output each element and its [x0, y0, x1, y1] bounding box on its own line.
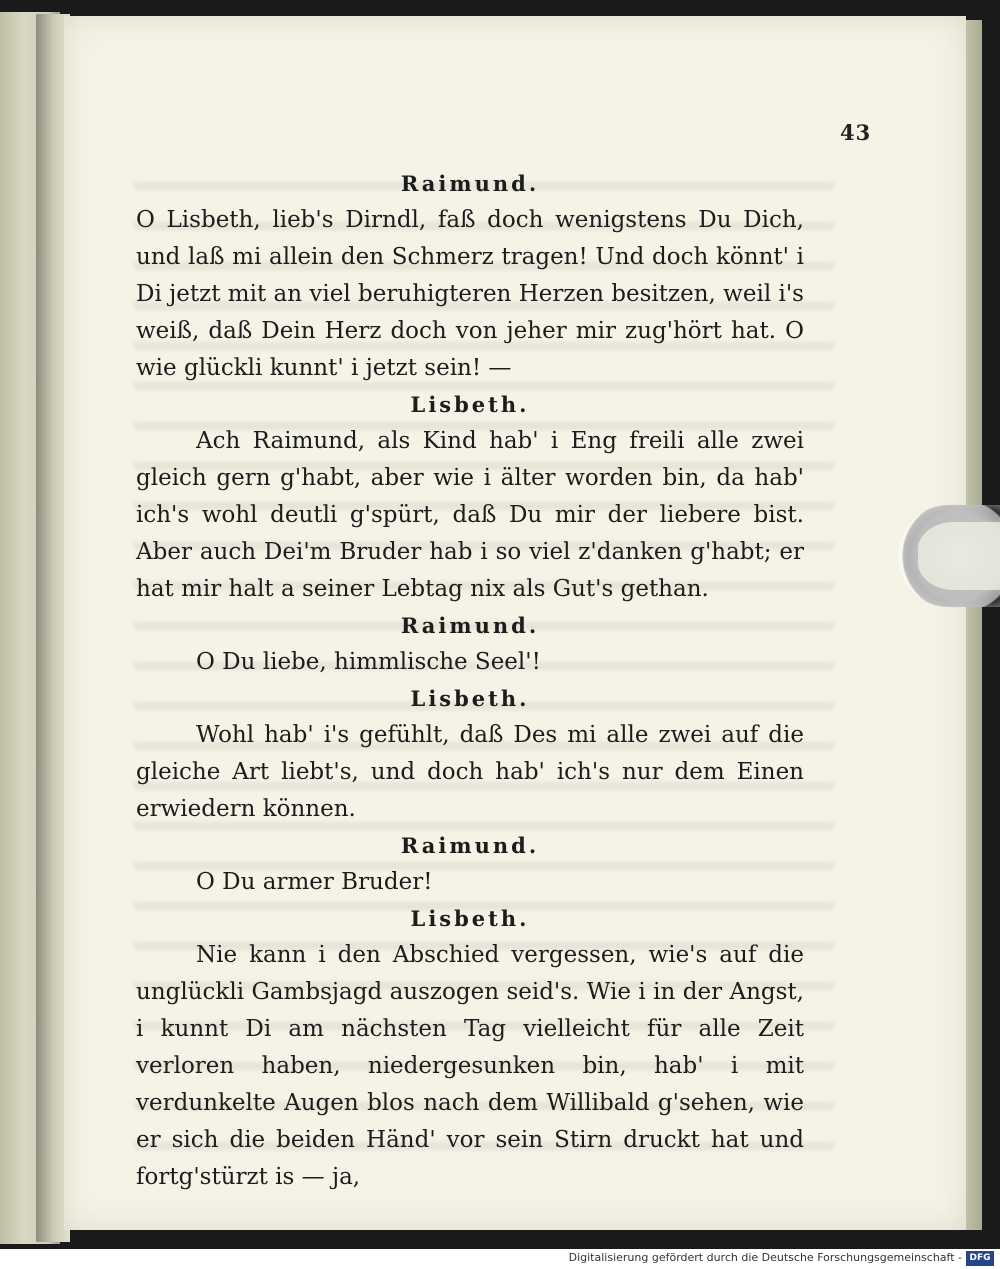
speaker-name: Lisbeth.	[410, 392, 530, 417]
speaker-name: Raimund.	[400, 171, 540, 196]
dialogue-paragraph: O Lisbeth, lieb's Dirndl, faß doch wenigstens Du Dich, und laß mi allein den Schmerz tragen! Und doch könnt' i Di jetzt mit an viel beruhigteren Herzen besitzen, weil i's weiß, daß Dein Herz doch von jeher mir zug'hört hat. O wie glückli kunnt' i jetzt sein! —	[136, 207, 804, 381]
speaker-name: Raimund.	[400, 833, 540, 858]
speaker-name: Lisbeth.	[410, 686, 530, 711]
book-page	[64, 16, 966, 1230]
speaker-name: Lisbeth.	[410, 906, 530, 931]
page-number: 43	[840, 120, 872, 145]
dfg-logo: DFG	[966, 1251, 994, 1266]
dialogue-paragraph: O Du armer Bruder!	[196, 869, 433, 895]
footer-credit: Digitalisierung gefördert durch die Deutsche Forschungsgemeinschaft -	[568, 1251, 962, 1264]
dialogue-paragraph: Nie kann i den Abschied vergessen, wie's auf die unglückli Gambsjagd auszogen seid's. Wie i in der Angst, i kunnt Di am nächsten Tag vielleicht für alle Zeit verloren haben, niedergesunken bin, hab' i mit verdunkelte Augen blos nach dem Willibald g'sehen, wie er sich die beiden Händ' vor sein Stirn druckt hat und fortg'stürzt is — ja,	[136, 942, 804, 1190]
page-text	[136, 166, 804, 1196]
dialogue-paragraph: Ach Raimund, als Kind hab' i Eng freili alle zwei gleich gern g'habt, aber wie i älter worden bin, da hab' ich's wohl deutli g'spürt, daß Du mir der liebere bist. Aber auch Dei'm Bruder hab i so viel z'danken g'habt; er hat mir halt a seiner Lebtag nix als Gut's gethan.	[136, 428, 804, 602]
dialogue-paragraph: O Du liebe, himmlische Seel'!	[196, 649, 541, 675]
speaker-name: Raimund.	[400, 613, 540, 638]
dialogue-paragraph: Wohl hab' i's gefühlt, daß Des mi alle zwei auf die gleiche Art liebt's, und doch hab' ich's nur dem Einen erwiedern können.	[136, 722, 804, 822]
page-clip-inner	[918, 522, 1000, 590]
